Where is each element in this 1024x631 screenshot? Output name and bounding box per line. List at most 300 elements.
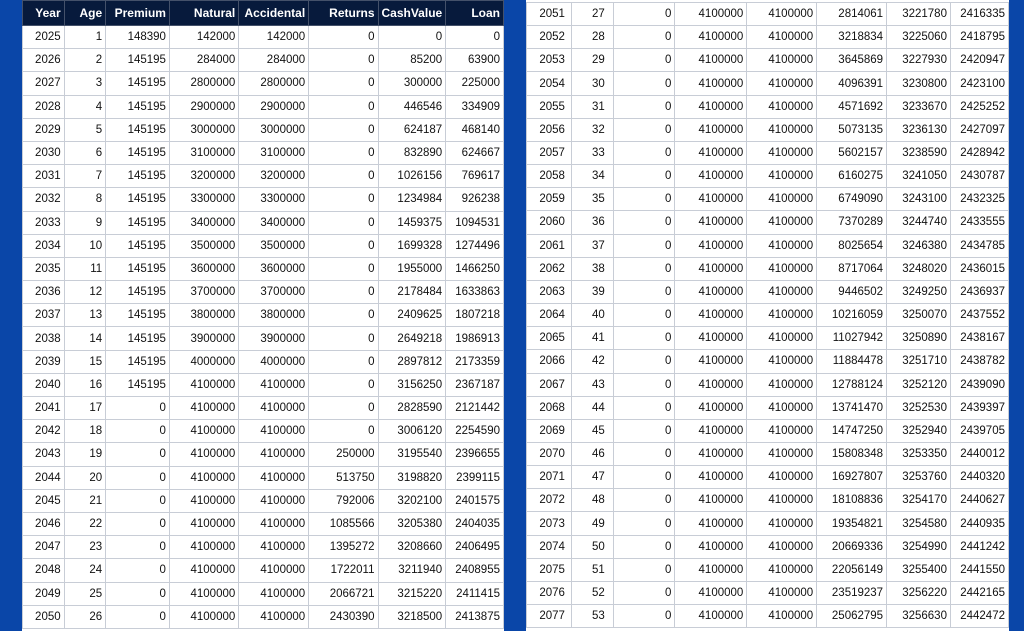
table-cell: 4100000 [169,559,238,582]
table-cell: 3100000 [239,141,309,164]
table-row [527,95,1009,118]
table-cell: 4100000 [747,188,817,211]
table-cell: 1807218 [446,304,504,327]
table-cell: 4100000 [675,280,747,303]
table-cell: 4100000 [747,466,817,489]
table-cell: 2413875 [446,605,504,628]
table-row [23,49,504,72]
header-cashvalue: CashValue [378,1,446,26]
table-cell: 3800000 [169,304,238,327]
table-row [527,605,1009,628]
table-cell: 0 [106,536,170,559]
table-cell: 2053 [527,49,572,72]
table-cell: 2367187 [446,373,504,396]
table-cell: 4100000 [747,49,817,72]
table-cell: 2074 [527,535,572,558]
table-cell: 2069 [527,419,572,442]
table-cell: 0 [106,443,170,466]
table-cell: 3252120 [887,373,951,396]
table-cell: 3252530 [887,396,951,419]
table-row [527,304,1009,327]
table-cell: 0 [613,327,675,350]
table-cell: 4096391 [817,72,887,95]
table-cell: 4100000 [169,582,238,605]
table-cell: 2409625 [378,304,446,327]
table-cell: 4000000 [169,350,238,373]
table-cell: 0 [613,95,675,118]
table-cell: 2420947 [950,49,1008,72]
table-cell: 926238 [446,188,504,211]
table-row [527,466,1009,489]
header-loan: Loan [446,1,504,26]
table-cell: 3241050 [887,165,951,188]
table-cell: 0 [106,397,170,420]
table-cell: 3218834 [817,26,887,49]
table-cell: 145195 [106,373,170,396]
table-cell: 2061 [527,234,572,257]
table-cell: 4100000 [239,397,309,420]
table-row [527,581,1009,604]
table-row [527,188,1009,211]
table-row [527,535,1009,558]
table-cell: 4 [64,95,106,118]
table-cell: 2030 [23,141,65,164]
table-cell: 2399115 [446,466,504,489]
table-cell: 0 [309,141,378,164]
table-cell: 4100000 [675,373,747,396]
table-cell: 11027942 [817,327,887,350]
table-cell: 4100000 [675,95,747,118]
table-row [527,141,1009,164]
table-cell: 2038 [23,327,65,350]
table-cell: 4100000 [747,165,817,188]
table-row [527,165,1009,188]
right-table-panel [526,0,1009,631]
table-cell: 2077 [527,605,572,628]
table-cell: 145195 [106,281,170,304]
table-cell: 7370289 [817,211,887,234]
table-cell: 145195 [106,118,170,141]
table-row [527,280,1009,303]
table-cell: 3300000 [239,188,309,211]
table-cell: 2060 [527,211,572,234]
table-cell: 20 [64,466,106,489]
table-cell: 3227930 [887,49,951,72]
table-cell: 2052 [527,26,572,49]
table-cell: 4100000 [169,605,238,628]
table-cell: 13 [64,304,106,327]
table-row [527,118,1009,141]
table-row [527,489,1009,512]
table-cell: 28 [571,26,613,49]
table-cell: 2027 [23,72,65,95]
table-cell: 3238590 [887,141,951,164]
table-cell: 25 [64,582,106,605]
table-cell: 2430390 [309,605,378,628]
table-cell: 13741470 [817,396,887,419]
table-cell: 3225060 [887,26,951,49]
table-cell: 2066721 [309,582,378,605]
table-cell: 12788124 [817,373,887,396]
table-cell: 4100000 [675,26,747,49]
table-header-row [23,1,504,26]
table-cell: 0 [613,234,675,257]
table-cell: 0 [309,234,378,257]
table-cell: 4100000 [747,280,817,303]
table-cell: 3254580 [887,512,951,535]
table-cell: 3211940 [378,559,446,582]
table-cell: 2045 [23,489,65,512]
table-cell: 2048 [23,559,65,582]
table-cell: 2406495 [446,536,504,559]
table-cell: 145195 [106,95,170,118]
table-cell: 2035 [23,257,65,280]
table-cell: 4100000 [239,443,309,466]
table-cell: 2900000 [239,95,309,118]
table-row [527,234,1009,257]
table-cell: 4100000 [675,257,747,280]
table-cell: 15 [64,350,106,373]
table-row [527,442,1009,465]
table-row [23,95,504,118]
table-row [23,512,504,535]
table-cell: 31 [571,95,613,118]
table-cell: 0 [613,396,675,419]
table-cell: 3256220 [887,581,951,604]
table-cell: 0 [613,257,675,280]
table-cell: 3006120 [378,420,446,443]
table-cell: 2430787 [950,165,1008,188]
table-row [23,211,504,234]
table-cell: 0 [309,26,378,49]
table-cell: 6749090 [817,188,887,211]
table-cell: 4100000 [747,26,817,49]
table-cell: 3202100 [378,489,446,512]
table-row [23,582,504,605]
table-cell: 2436937 [950,280,1008,303]
table-cell: 2037 [23,304,65,327]
table-cell: 0 [613,304,675,327]
table-cell: 2026 [23,49,65,72]
table-cell: 3253760 [887,466,951,489]
table-cell: 3221780 [887,3,951,26]
table-cell: 4100000 [747,442,817,465]
table-cell: 0 [613,188,675,211]
table-cell: 2032 [23,188,65,211]
table-cell: 42 [571,350,613,373]
table-cell: 4100000 [675,442,747,465]
table-cell: 3800000 [239,304,309,327]
table-cell: 4100000 [747,489,817,512]
table-cell: 9446502 [817,280,887,303]
table-cell: 29 [571,49,613,72]
table-cell: 22056149 [817,558,887,581]
table-cell: 0 [613,3,675,26]
table-cell: 2064 [527,304,572,327]
table-cell: 3251710 [887,350,951,373]
header-natural: Natural [169,1,238,26]
table-cell: 2076 [527,581,572,604]
table-cell: 19 [64,443,106,466]
table-cell: 41 [571,327,613,350]
left-table-panel [22,0,504,631]
table-cell: 4100000 [675,3,747,26]
table-cell: 4100000 [675,49,747,72]
table-cell: 2055 [527,95,572,118]
table-cell: 0 [309,211,378,234]
table-cell: 2425252 [950,95,1008,118]
table-cell: 4100000 [747,373,817,396]
table-cell: 145195 [106,327,170,350]
table-cell: 9 [64,211,106,234]
table-cell: 40 [571,304,613,327]
table-cell: 3255400 [887,558,951,581]
table-cell: 4100000 [747,141,817,164]
table-cell: 2070 [527,442,572,465]
table-cell: 4100000 [239,373,309,396]
table-cell: 3200000 [169,165,238,188]
table-cell: 0 [613,26,675,49]
table-cell: 14747250 [817,419,887,442]
table-cell: 3250070 [887,304,951,327]
table-cell: 51 [571,558,613,581]
table-cell: 0 [309,49,378,72]
table-cell: 4100000 [747,327,817,350]
table-cell: 26 [64,605,106,628]
table-cell: 2050 [23,605,65,628]
table-row [23,26,504,49]
table-row [23,118,504,141]
table-cell: 4100000 [675,141,747,164]
table-cell: 34 [571,165,613,188]
table-cell: 53 [571,605,613,628]
table-cell: 2178484 [378,281,446,304]
table-cell: 769617 [446,165,504,188]
table-row [23,466,504,489]
table-cell: 2900000 [169,95,238,118]
table-cell: 3900000 [169,327,238,350]
table-cell: 145195 [106,257,170,280]
table-cell: 2404035 [446,512,504,535]
table-cell: 4100000 [169,536,238,559]
table-cell: 1955000 [378,257,446,280]
table-row [527,558,1009,581]
table-row [23,281,504,304]
table-row [527,3,1009,26]
table-cell: 0 [309,304,378,327]
table-cell: 0 [106,420,170,443]
table-cell: 0 [613,350,675,373]
table-cell: 6 [64,141,106,164]
table-cell: 1026156 [378,165,446,188]
header-accidental: Accidental [239,1,309,26]
table-cell: 0 [613,49,675,72]
table-cell: 3243100 [887,188,951,211]
table-cell: 3198820 [378,466,446,489]
table-cell: 12 [64,281,106,304]
table-cell: 145195 [106,234,170,257]
table-cell: 3100000 [169,141,238,164]
table-cell: 0 [309,397,378,420]
table-cell: 6160275 [817,165,887,188]
table-cell: 2411415 [446,582,504,605]
table-cell: 3250890 [887,327,951,350]
table-row [527,26,1009,49]
table-cell: 0 [613,419,675,442]
table-cell: 4100000 [675,118,747,141]
table-cell: 2432325 [950,188,1008,211]
table-cell: 23 [64,536,106,559]
table-cell: 4000000 [239,350,309,373]
table-cell: 2066 [527,350,572,373]
table-cell: 3900000 [239,327,309,350]
table-row [23,373,504,396]
table-cell: 50 [571,535,613,558]
table-cell: 3645869 [817,49,887,72]
table-cell: 2051 [527,3,572,26]
table-row [527,419,1009,442]
table-cell: 4100000 [747,95,817,118]
table-cell: 8 [64,188,106,211]
table-cell: 624187 [378,118,446,141]
table-cell: 1094531 [446,211,504,234]
table-row [23,234,504,257]
table-cell: 16 [64,373,106,396]
table-cell: 2800000 [169,72,238,95]
table-cell: 10 [64,234,106,257]
table-cell: 2440320 [950,466,1008,489]
table-cell: 48 [571,489,613,512]
table-cell: 624667 [446,141,504,164]
table-row [23,304,504,327]
table-cell: 32 [571,118,613,141]
table-cell: 0 [613,165,675,188]
table-cell: 46 [571,442,613,465]
table-cell: 2059 [527,188,572,211]
table-cell: 4100000 [675,165,747,188]
table-cell: 2649218 [378,327,446,350]
table-cell: 0 [106,466,170,489]
table-cell: 2044 [23,466,65,489]
table-cell: 3400000 [169,211,238,234]
table-cell: 0 [106,559,170,582]
table-cell: 63900 [446,49,504,72]
table-cell: 43 [571,373,613,396]
table-cell: 142000 [169,26,238,49]
table-cell: 3700000 [169,281,238,304]
table-cell: 4100000 [747,3,817,26]
table-cell: 3000000 [169,118,238,141]
table-cell: 4100000 [675,211,747,234]
table-cell: 5602157 [817,141,887,164]
table-cell: 0 [613,489,675,512]
table-cell: 145195 [106,188,170,211]
table-cell: 35 [571,188,613,211]
table-cell: 4100000 [747,257,817,280]
table-cell: 2437552 [950,304,1008,327]
table-row [23,420,504,443]
table-cell: 45 [571,419,613,442]
table-cell: 1633863 [446,281,504,304]
table-cell: 0 [309,188,378,211]
table-cell: 4100000 [747,234,817,257]
table-cell: 3253350 [887,442,951,465]
table-cell: 2056 [527,118,572,141]
table-cell: 25062795 [817,605,887,628]
table-cell: 18 [64,420,106,443]
table-cell: 4100000 [747,605,817,628]
table-cell: 4100000 [675,558,747,581]
table-cell: 284000 [169,49,238,72]
table-cell: 2057 [527,141,572,164]
table-cell: 11 [64,257,106,280]
table-cell: 24 [64,559,106,582]
table-cell: 14 [64,327,106,350]
table-cell: 10216059 [817,304,887,327]
table-cell: 2049 [23,582,65,605]
table-cell: 145195 [106,141,170,164]
table-cell: 11884478 [817,350,887,373]
table-row [23,536,504,559]
table-cell: 1986913 [446,327,504,350]
table-cell: 145195 [106,350,170,373]
table-cell: 2828590 [378,397,446,420]
table-cell: 0 [613,280,675,303]
table-cell: 2068 [527,396,572,419]
table-cell: 145195 [106,72,170,95]
table-row [23,188,504,211]
table-cell: 0 [613,141,675,164]
table-cell: 2031 [23,165,65,188]
table-cell: 145195 [106,211,170,234]
table-cell: 4100000 [239,605,309,628]
table-cell: 0 [309,420,378,443]
table-cell: 20669336 [817,535,887,558]
table-row [527,257,1009,280]
table-cell: 4100000 [747,118,817,141]
table-cell: 1466250 [446,257,504,280]
table-cell: 3236130 [887,118,951,141]
table-cell: 2442472 [950,605,1008,628]
table-cell: 39 [571,280,613,303]
table-cell: 0 [309,118,378,141]
table-cell: 0 [613,72,675,95]
table-cell: 0 [106,512,170,535]
table-cell: 0 [106,582,170,605]
table-cell: 4100000 [169,466,238,489]
table-cell: 37 [571,234,613,257]
table-cell: 3233670 [887,95,951,118]
table-cell: 0 [613,211,675,234]
table-cell: 0 [309,72,378,95]
table-cell: 4100000 [675,466,747,489]
table-cell: 1085566 [309,512,378,535]
table-cell: 2047 [23,536,65,559]
table-cell: 8717064 [817,257,887,280]
table-cell: 2401575 [446,489,504,512]
table-cell: 446546 [378,95,446,118]
table-cell: 2441242 [950,535,1008,558]
table-cell: 145195 [106,49,170,72]
table-cell: 4100000 [675,327,747,350]
table-cell: 3244740 [887,211,951,234]
table-cell: 225000 [446,72,504,95]
table-cell: 4100000 [239,536,309,559]
table-cell: 4100000 [675,72,747,95]
table-cell: 2043 [23,443,65,466]
table-cell: 2428942 [950,141,1008,164]
table-cell: 4100000 [747,72,817,95]
